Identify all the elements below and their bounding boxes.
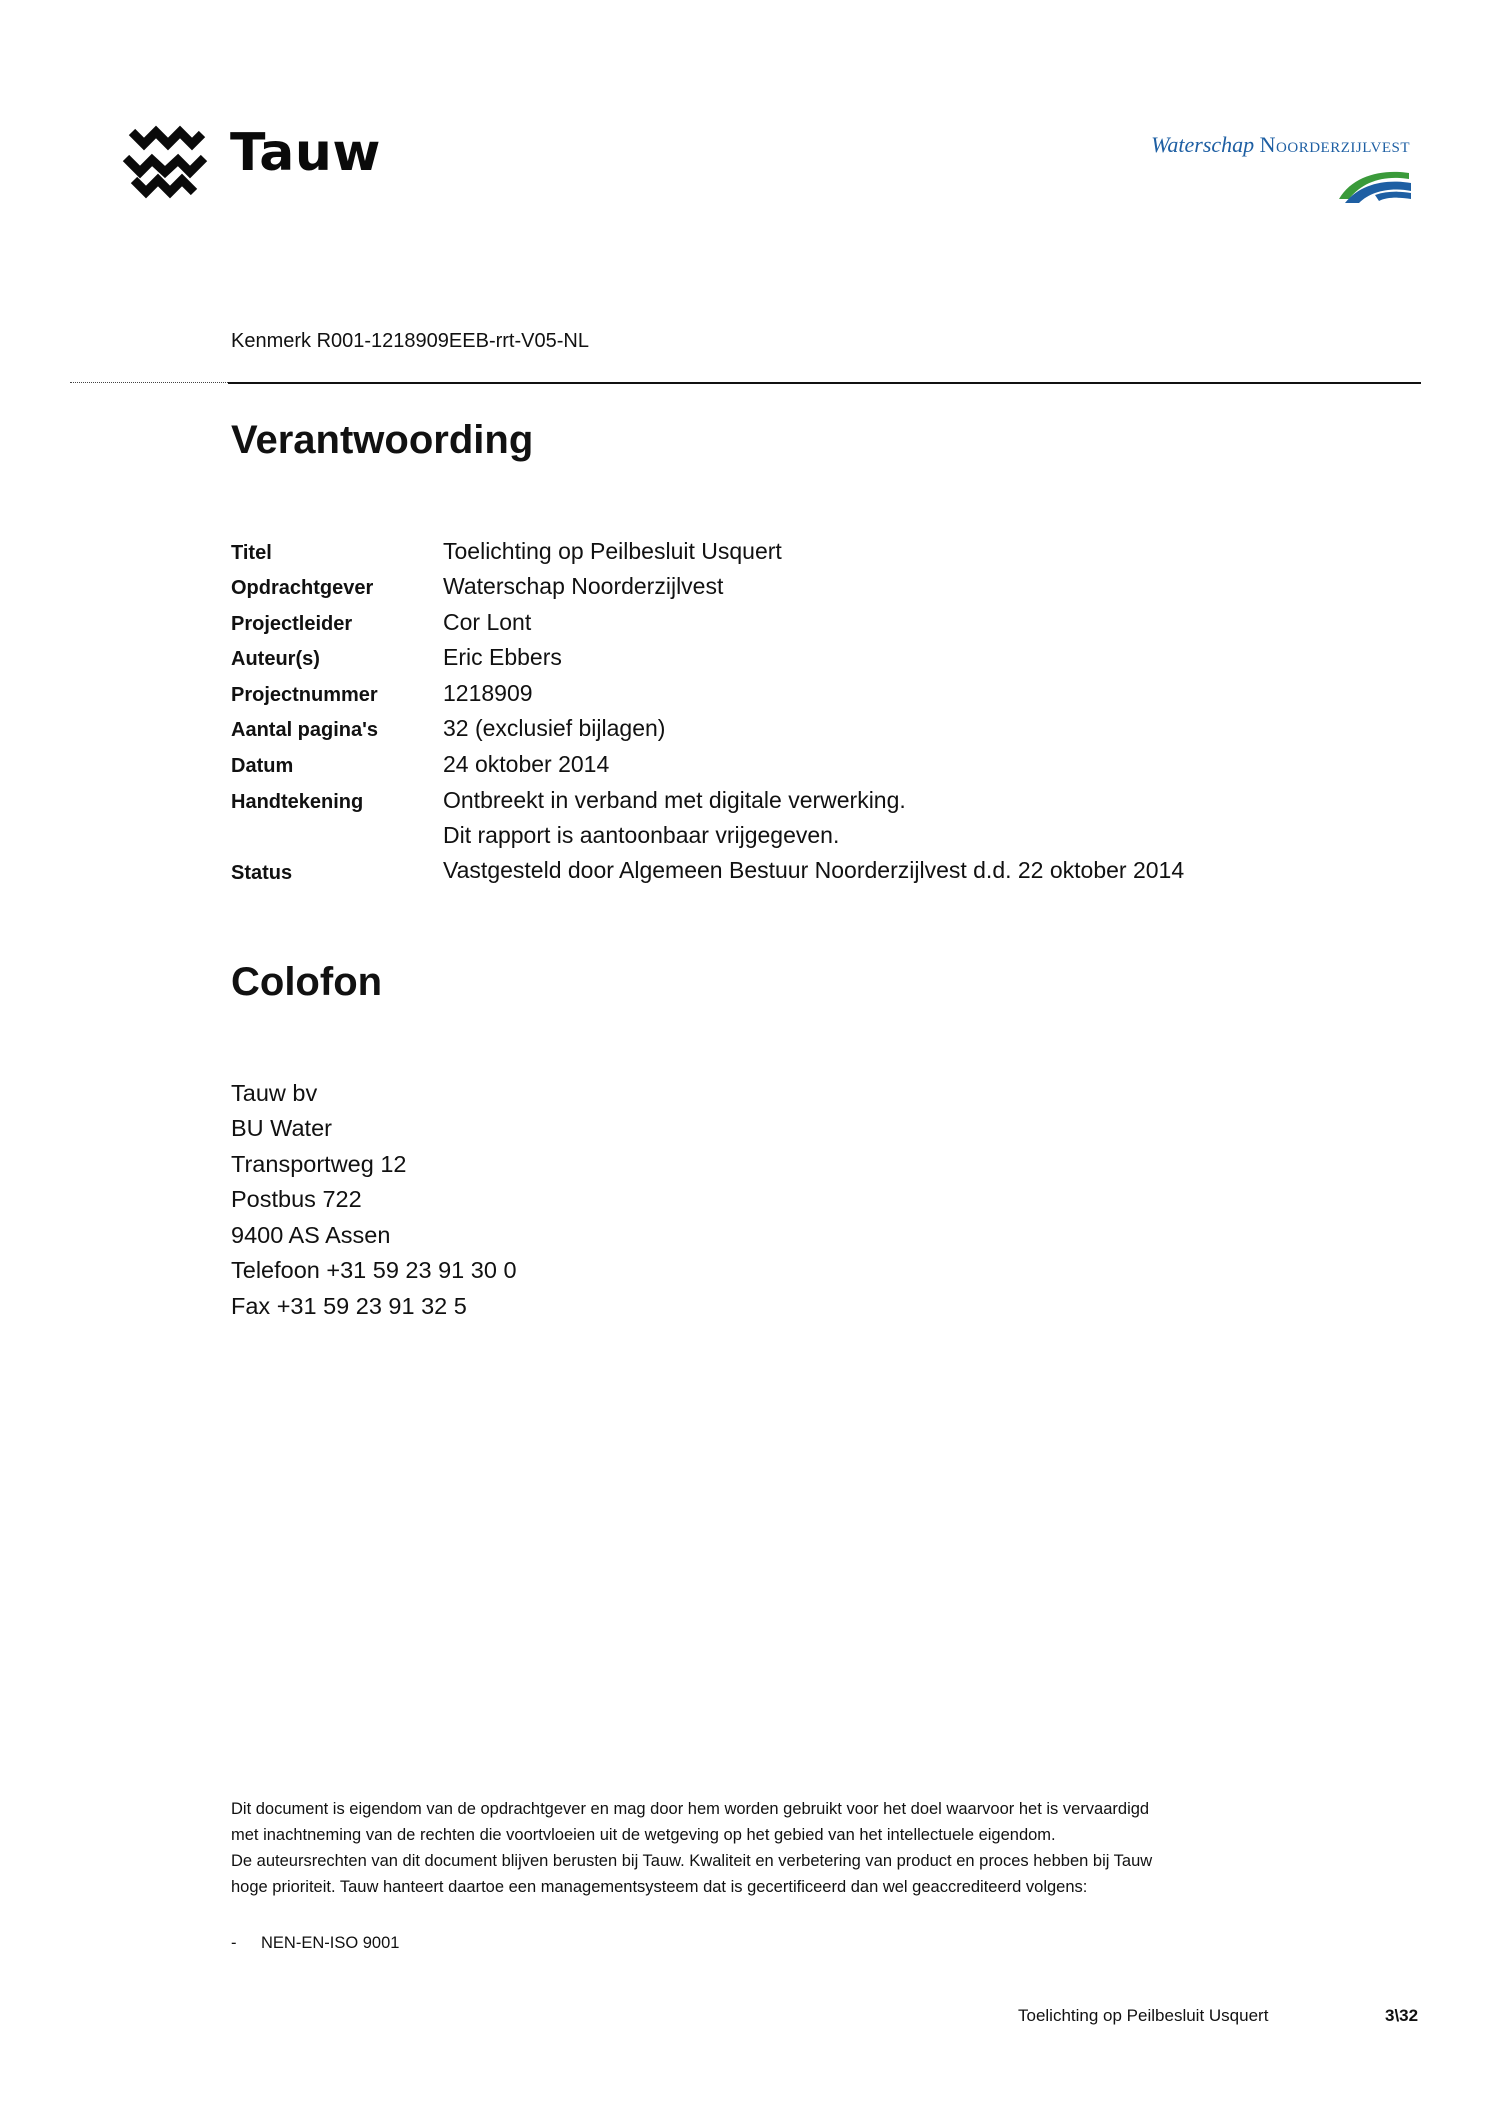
colofon-line: BU Water: [231, 1115, 332, 1141]
disclaimer-line: De auteursrechten van dit document blijven berusten bij Tauw. Kwaliteit en verbetering van product en proces hebben bij Tauw: [231, 1852, 1153, 1870]
row-value-projectleider: Cor Lont: [443, 609, 532, 635]
waterschap-logo-icon: [1335, 165, 1413, 205]
colofon-line: 9400 AS Assen: [231, 1222, 391, 1248]
waterschap-logo-caps: Noorderzijlvest: [1259, 132, 1410, 157]
tauw-logo-icon: [122, 124, 208, 202]
row-value-status: Vastgesteld door Algemeen Bestuur Noorderzijlvest d.d. 22 oktober 2014: [443, 857, 1185, 883]
colofon-heading: Colofon: [231, 960, 383, 1004]
verantwoording-heading: Verantwoording: [231, 418, 534, 462]
waterschap-logo-script: Waterschap: [1151, 132, 1255, 157]
header-rule-dotted: [70, 382, 228, 383]
row-value-aantal-paginas: 32 (exclusief bijlagen): [443, 715, 666, 741]
colofon-line: Telefoon +31 59 23 91 30 0: [231, 1257, 517, 1283]
row-value-opdrachtgever: Waterschap Noorderzijlvest: [443, 573, 724, 599]
document-reference: Kenmerk R001-1218909EEB-rrt-V05-NL: [231, 330, 589, 352]
row-value-vrijgegeven: Dit rapport is aantoonbaar vrijgegeven.: [443, 822, 840, 848]
row-label-aantal-paginas: Aantal pagina's: [231, 719, 379, 741]
footer-title: Toelichting op Peilbesluit Usquert: [1018, 2006, 1269, 2025]
row-value-handtekening: Ontbreekt in verband met digitale verwerking.: [443, 787, 906, 813]
row-label-projectnummer: Projectnummer: [231, 684, 378, 706]
disclaimer-line: Dit document is eigendom van de opdrachtgever en mag door hem worden gebruikt voor het doel waarvoor het is vervaardigd: [231, 1800, 1150, 1818]
disclaimer-line: hoge prioriteit. Tauw hanteert daartoe een managementsysteem dat is gecertificeerd dan wel geaccrediteerd volgens:: [231, 1878, 1088, 1896]
colofon-line: Transportweg 12: [231, 1151, 407, 1177]
page-number: 3\32: [1385, 2006, 1419, 2025]
row-label-status: Status: [231, 862, 293, 884]
colofon-line: Fax +31 59 23 91 32 5: [231, 1293, 467, 1319]
header-rule: [228, 382, 1421, 384]
row-label-handtekening: Handtekening: [231, 791, 364, 813]
waterschap-logo-text: [1090, 132, 1410, 158]
row-label-titel: Titel: [231, 542, 272, 564]
row-label-datum: Datum: [231, 755, 294, 777]
row-value-titel: Toelichting op Peilbesluit Usquert: [443, 538, 782, 564]
colofon-line: Postbus 722: [231, 1186, 362, 1212]
row-label-auteurs: Auteur(s): [231, 648, 320, 670]
colofon-line: Tauw bv: [231, 1080, 318, 1106]
row-value-datum: 24 oktober 2014: [443, 751, 610, 777]
row-value-projectnummer: 1218909: [443, 680, 533, 706]
row-value-auteurs: Eric Ebbers: [443, 644, 562, 670]
row-label-opdrachtgever: Opdrachtgever: [231, 577, 374, 599]
certification-item: NEN-EN-ISO 9001: [261, 1934, 400, 1952]
tauw-wordmark: Tauw: [230, 123, 381, 183]
disclaimer-line: met inachtneming van de rechten die voortvloeien uit de wetgeving op het gebied van het intellectuele eigendom.: [231, 1826, 1056, 1844]
row-label-projectleider: Projectleider: [231, 613, 353, 635]
list-marker: -: [231, 1934, 237, 1952]
